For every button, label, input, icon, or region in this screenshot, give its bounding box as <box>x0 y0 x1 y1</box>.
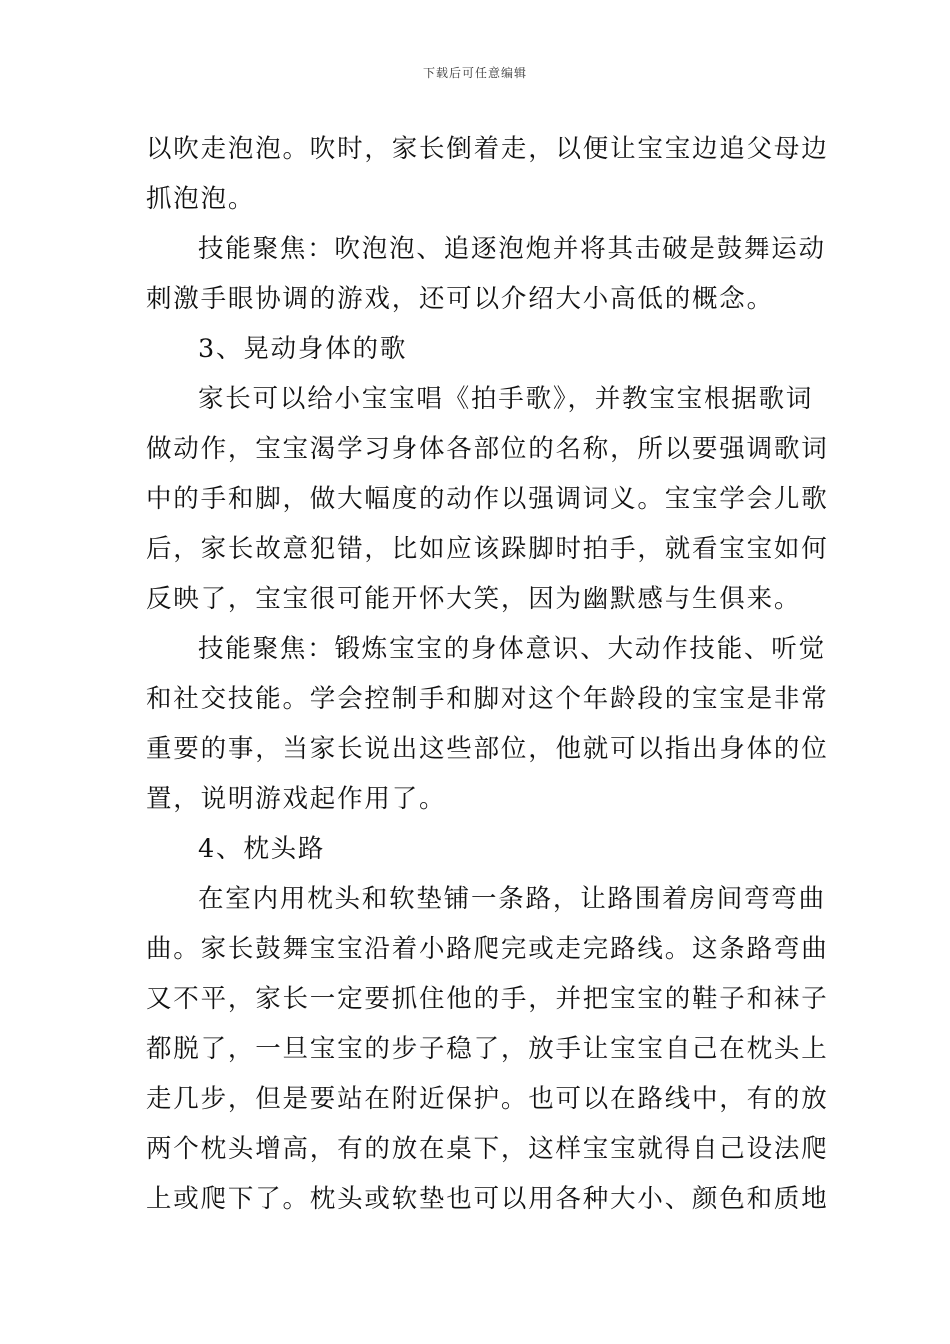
text-line: 抓泡泡。 <box>146 184 256 214</box>
text-line: 都脱了，一旦宝宝的步子稳了，放手让宝宝自己在枕头上 <box>146 1034 829 1064</box>
text-line: 重要的事，当家长说出这些部位，他就可以指出身体的位 <box>146 734 829 764</box>
section-heading: 4、枕头路 <box>198 834 326 864</box>
paragraph-start-line: 家长可以给小宝宝唱《拍手歌》，并教宝宝根据歌词 <box>198 384 814 414</box>
text-line: 中的手和脚，做大幅度的动作以强调词义。宝宝学会儿歌 <box>146 484 829 514</box>
text-line: 曲。家长鼓舞宝宝沿着小路爬完或走完路线。这条路弯曲 <box>146 934 829 964</box>
body-text <box>146 124 829 1224</box>
text-line: 刺激手眼协调的游戏，还可以介绍大小高低的概念。 <box>146 284 774 314</box>
text-line: 上或爬下了。枕头或软垫也可以用各种大小、颜色和质地 <box>146 1184 829 1214</box>
text-line: 和社交技能。学会控制手和脚对这个年龄段的宝宝是非常 <box>146 684 829 714</box>
text-line: 后，家长故意犯错，比如应该跺脚时拍手，就看宝宝如何 <box>146 534 829 564</box>
section-heading: 3、晃动身体的歌 <box>198 334 408 364</box>
text-line: 又不平，家长一定要抓住他的手，并把宝宝的鞋子和袜子 <box>146 984 829 1014</box>
text-line: 置，说明游戏起作用了。 <box>146 784 447 814</box>
paragraph-start-line: 技能聚焦：锻炼宝宝的身体意识、大动作技能、听觉 <box>198 634 826 664</box>
text-line: 两个枕头增高，有的放在桌下，这样宝宝就得自己设法爬 <box>146 1134 829 1164</box>
text-line: 做动作，宝宝渴学习身体各部位的名称，所以要强调歌词 <box>146 434 829 464</box>
header-note: 下载后可任意编辑 <box>422 66 527 80</box>
paragraph-start-line: 技能聚焦：吹泡泡、追逐泡炮并将其击破是鼓舞运动 <box>198 234 826 264</box>
paragraph-start-line: 在室内用枕头和软垫铺一条路，让路围着房间弯弯曲 <box>198 884 826 914</box>
text-line: 走几步，但是要站在附近保护。也可以在路线中，有的放 <box>146 1084 829 1114</box>
text-line: 以吹走泡泡。吹时，家长倒着走，以便让宝宝边追父母边 <box>146 134 829 164</box>
text-line: 反映了，宝宝很可能开怀大笑，因为幽默感与生俱来。 <box>146 584 802 614</box>
